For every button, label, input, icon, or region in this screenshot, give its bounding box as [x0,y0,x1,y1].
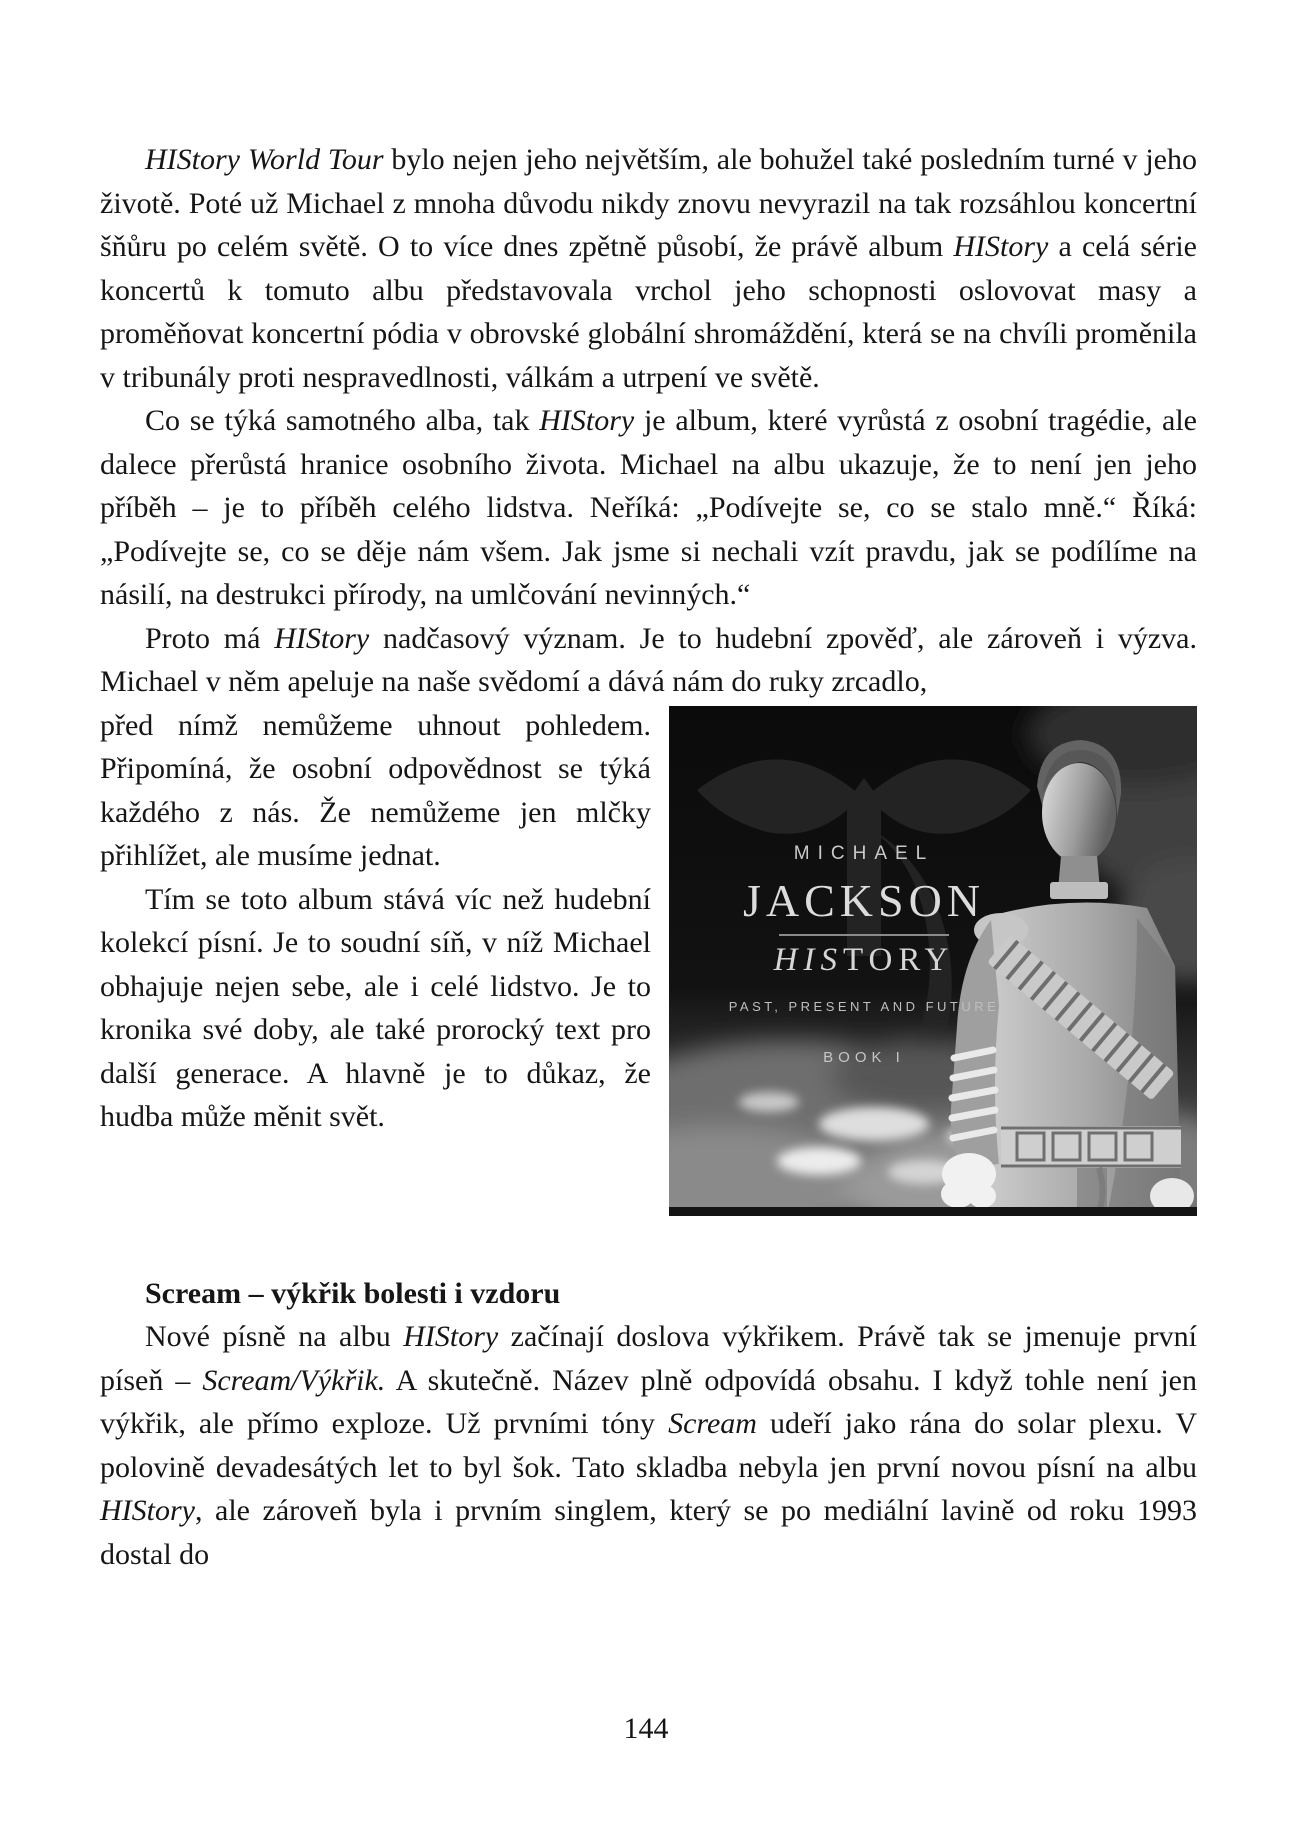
cover-bottom-edge [669,1207,1197,1216]
paragraph-proto-ma-history-intro [100,617,1197,704]
utility-belt [1001,1126,1181,1168]
italic-text-segment: HIStory [403,1320,499,1353]
text-segment: Nové písně na albu [145,1320,404,1353]
text-segment: Proto má [145,621,275,655]
text-segment: a celá série koncertů k tomuto albu představovala vrchol jeho schopnosti oslovovat masy a proměňovat koncertní pódia v obrovské globální shromáždění, která se na chvíli proměnila v tribunály proti nespravedlnosti, válkám a utrpení ve světě. [100,230,1198,394]
cover-title-italic-part: HIS [773,942,843,979]
italic-text-segment: HIStory [274,621,370,655]
text-segment: nadčasový význam. Je to hudební zpověď, ale zároveň i výzva. Michael v něm apeluje na naše svědomí a dává nám do ruky zrcadlo, [100,621,1197,698]
text-segment: , ale zároveň byla i prvním singlem, který se po mediální lavině od roku 1993 dostal do [100,1494,1197,1571]
page-number: 144 [623,1712,669,1745]
cover-subtitle: PAST, PRESENT AND FUTURE [728,998,1000,1014]
cover-book-number: BOOK I [823,1049,905,1067]
paragraph-tim-se-toto-album [100,878,651,1139]
page-text-block [100,138,1197,1576]
text-segment: udeří jako rána do solar plexu. V polovině devadesátých let to byl šok. Tato skladba nebyla jen první novou písní na albu [100,1407,1197,1484]
text-segment: Tím se toto album stává víc než hudební kolekcí písní. Je to soudní síň, v níž Michael obhajuje nejen sebe, ale i celé lidstvo. Je to kronika své doby, ale také prorocký text pro další generace. A hlavně je to důkaz, že hudba může měnit svět. [100,882,651,1133]
text-segment: je album, které vyrůstá z osobní tragédie, ale dalece přerůstá hranice osobního života. Michael na albu ukazuje, že to není jen jeho příběh – je to příběh celého lidstva. Neříká: „Podívejte se, co se stalo mně.“ Říká: „Podívejte se, co se děje nám všem. Jak jsme si nechali vzít pravdu, jak se podílíme na násilí, na destrukci přírody, na umlčování nevinných.“ [100,404,1197,611]
album-cover-art [669,706,1197,1216]
text-segment: A skutečně. Název plně odpovídá obsahu. I když tohle není jen výkřik, ale přímo exploze. Už prvními tóny [100,1363,1197,1440]
album-cover-image [669,706,1197,1216]
section-heading-scream: Scream – výkřik bolesti i vzdoru [145,1276,561,1310]
text-segment: bylo nejen jeho největším, ale bohužel také posledním turné v jeho životě. Poté už Michael z mnoha důvodu nikdy znovu nevyrazil na tak rozsáhlou koncertní šňůru po celém světě. O to více dnes zpětně působí, že právě album [100,143,1197,263]
italic-text-segment: Scream/Výkřik. [202,1363,386,1397]
text-segment: začínají doslova výkřikem. Právě tak se jmenuje první píseň – [100,1320,1197,1397]
paragraph-history-world-tour [100,138,1197,399]
italic-text-segment: HIStory [953,230,1049,263]
italic-text-segment: Scream [668,1407,757,1440]
text-segment: před nímž nemůžeme uhnout pohledem. Připomíná, že osobní odpovědnost se týká každého z nás. Že nemůžeme jen mlčky přihlížet, ale musíme jednat. [100,708,651,872]
italic-text-segment: HIStory [100,1494,195,1527]
wrapped-text-column [100,704,651,1139]
cover-artist-first-name: MICHAEL [793,842,935,864]
paragraph-co-se-tyka-alba [100,399,1197,617]
text-and-image-row [100,704,1197,1216]
italic-text-segment: HIStory [539,404,635,437]
paragraph-nove-pisne [100,1315,1197,1576]
italic-text-segment: HIStory World Tour [145,143,384,176]
cover-title-rest: TORY [842,942,955,979]
cover-artist-last-name: JACKSON [742,875,986,926]
paragraph-proto-ma-history-continued [100,704,651,878]
white-glove [941,1153,996,1208]
text-segment: Co se týká samotného alba, tak [145,404,540,437]
